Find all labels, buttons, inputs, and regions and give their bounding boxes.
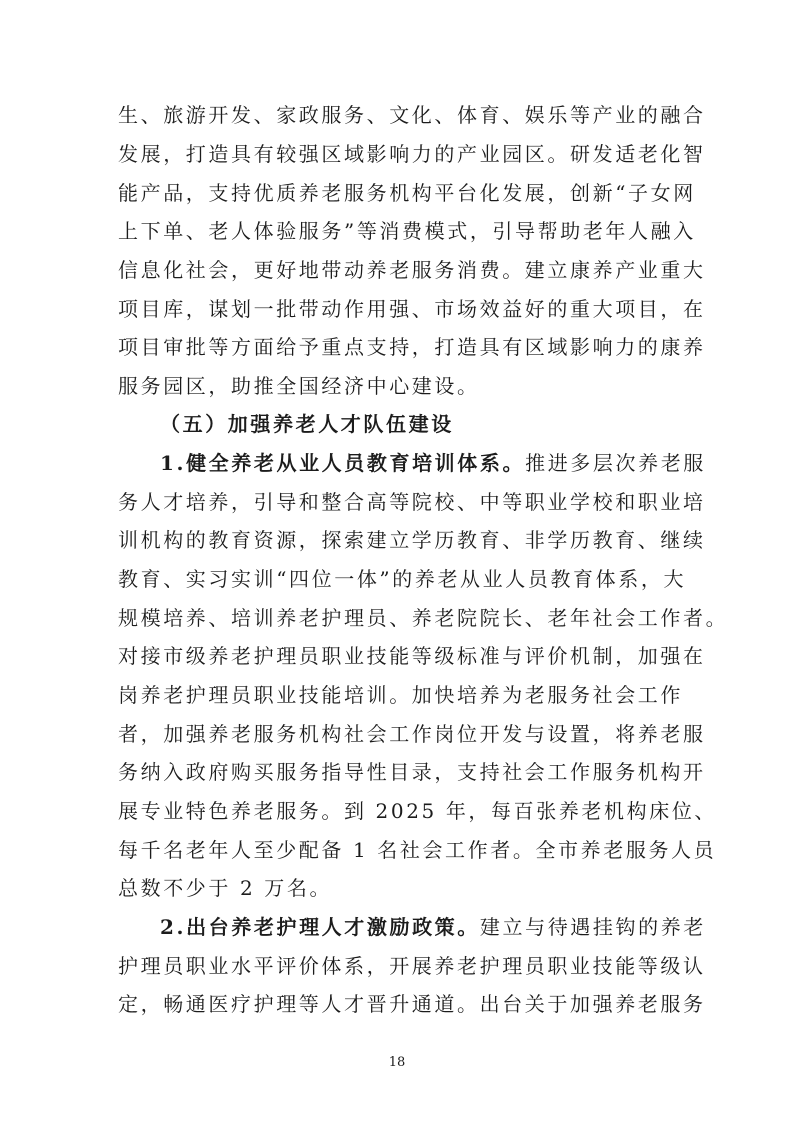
page-number: 18 bbox=[388, 1055, 406, 1070]
body-text-line: 服务园区，助推全国经济中心建设。 bbox=[118, 374, 480, 398]
body-text-line: 者，加强养老服务机构社会工作岗位开发与设置，将养老服 bbox=[118, 722, 706, 746]
body-text-line: 务人才培养，引导和整合高等院校、中等职业学校和职业培 bbox=[118, 490, 706, 514]
body-text-line: 上下单、老人体验服务”等消费模式，引导帮助老年人融入 bbox=[118, 219, 696, 243]
body-text-line: 项目审批等方面给予重点支持，打造具有区域影响力的康养 bbox=[118, 335, 706, 359]
body-text-line: 能产品，支持优质养老服务机构平台化发展，创新“子女网 bbox=[118, 181, 696, 205]
body-text-line: 教育、实习实训“四位一体”的养老从业人员教育体系，大 bbox=[118, 567, 687, 591]
body-text-line: 展专业特色养老服务。到 2025 年，每百张养老机构床位、 bbox=[118, 799, 718, 823]
item1-first-line bbox=[160, 449, 706, 477]
body-text-line: 对接市级养老护理员职业技能等级标准与评价机制，加强在 bbox=[118, 644, 706, 668]
body-text-line: 定，畅通医疗护理等人才晋升通道。出台关于加强养老服务 bbox=[118, 992, 706, 1016]
body-text-line: 护理员职业水平评价体系，开展养老护理员职业技能等级认 bbox=[118, 954, 706, 978]
body-text-line: 规模培养、培训养老护理员、养老院院长、老年社会工作者。 bbox=[118, 606, 729, 630]
body-text-line: 务纳入政府购买服务指导性目录，支持社会工作服务机构开 bbox=[118, 760, 706, 784]
body-text-line: 信息化社会，更好地带动养老服务消费。建立康养产业重大 bbox=[118, 258, 706, 282]
body-text-line: 发展，打造具有较强区域影响力的产业园区。研发适老化智 bbox=[118, 142, 706, 166]
body-text-line: 项目库，谋划一批带动作用强、市场效益好的重大项目，在 bbox=[118, 297, 706, 321]
item2-first-text: 建立与待遇挂钩的养老 bbox=[479, 915, 706, 939]
body-text-line: 生、旅游开发、家政服务、文化、体育、娱乐等产业的融合 bbox=[118, 103, 706, 127]
item1-first-text: 推进多层次养老服 bbox=[525, 451, 706, 475]
item2-first-line bbox=[160, 913, 706, 941]
item1-title: 1.健全养老从业人员教育培训体系。 bbox=[160, 451, 526, 475]
section-heading: （五）加强养老人才队伍建设 bbox=[160, 412, 454, 436]
item2-title: 2.出台养老护理人才激励政策。 bbox=[160, 915, 480, 939]
body-text-line: 训机构的教育资源，探索建立学历教育、非学历教育、继续 bbox=[118, 528, 706, 552]
body-text-line: 每千名老年人至少配备 1 名社会工作者。全市养老服务人员 bbox=[118, 838, 717, 862]
body-text-line: 岗养老护理员职业技能培训。加快培养为老服务社会工作 bbox=[118, 683, 683, 707]
body-text-line: 总数不少于 2 万名。 bbox=[118, 876, 333, 900]
